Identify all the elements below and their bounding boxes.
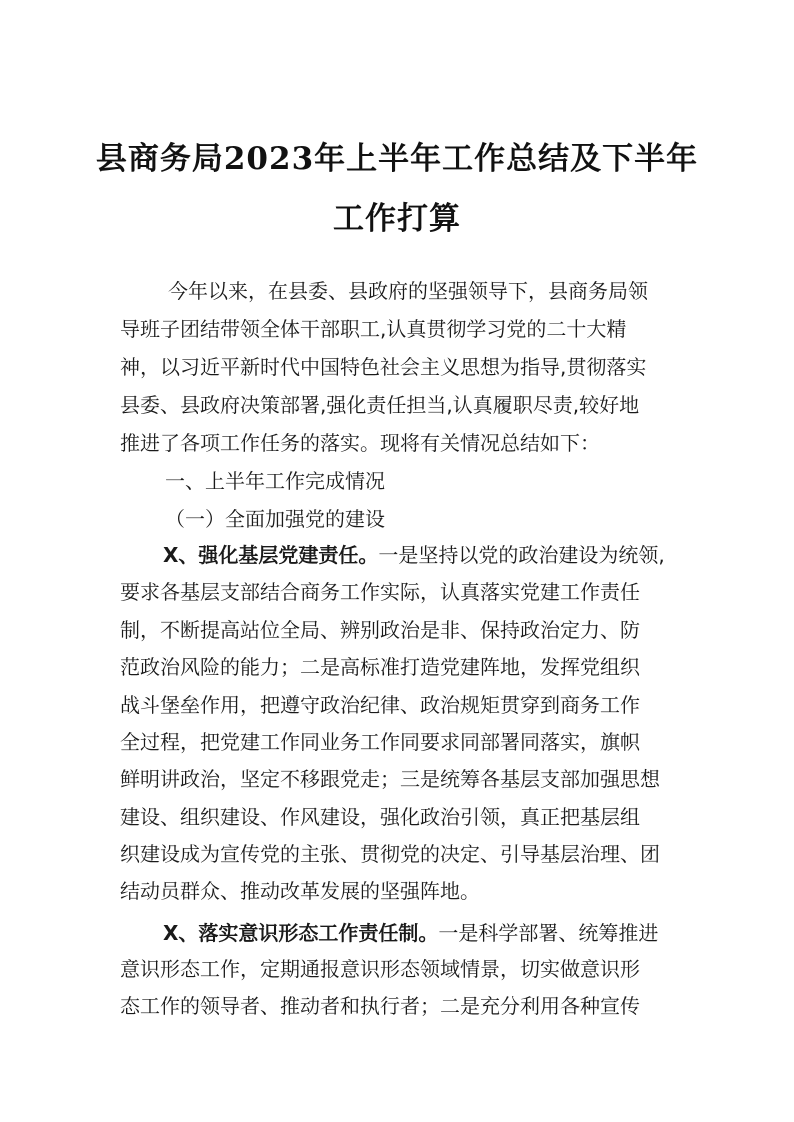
item-1-line: 战斗堡垒作用，把遵守政治纪律、政治规矩贯穿到商务工作 xyxy=(120,693,640,717)
document-title-line-1: 县商务局2023年上半年工作总结及下半年 xyxy=(95,141,699,177)
item-2-line: 态工作的领导者、推动者和执行者；二是充分利用各种宣传 xyxy=(120,994,640,1018)
item-1-line: 建设、组织建设、作风建设，强化政治引领，真正把基层组 xyxy=(120,805,640,829)
item-1-line: 制，不断提高站位全局、辨别政治是非、保持政治定力、防 xyxy=(120,618,640,642)
document-title-line-2: 工作打算 xyxy=(333,201,461,237)
item-2-first-rest: 一是科学部署、统筹推进 xyxy=(438,921,659,945)
item-1-line: 结动员群众、推动改革发展的坚强阵地。 xyxy=(120,879,480,903)
item-1-line: 全过程，把党建工作同业务工作同要求同部署同落实，旗帜 xyxy=(120,730,640,754)
intro-line: 县委、县政府决策部署,强化责任担当,认真履职尽责,较好地 xyxy=(120,393,640,417)
item-1-line: 范政治风险的能力；二是高标准打造党建阵地，发挥党组织 xyxy=(120,655,640,679)
item-2-lead: X、落实意识形态工作责任制。 xyxy=(163,921,439,945)
intro-line: 神，以习近平新时代中国特色社会主义思想为指导,贯彻落实 xyxy=(120,355,647,379)
subsection-heading: （一）全面加强党的建设 xyxy=(165,507,385,531)
item-2-first-line xyxy=(163,921,658,945)
intro-line: 推进了各项工作任务的落实。现将有关情况总结如下： xyxy=(120,431,600,455)
item-1-line: 要求各基层支部结合商务工作实际，认真落实党建工作责任 xyxy=(120,580,640,604)
item-1-first-rest: 一是坚持以党的政治建设为统领, xyxy=(378,543,665,567)
item-1-lead: X、强化基层党建责任。 xyxy=(163,543,379,567)
section-heading: 一、上半年工作完成情况 xyxy=(165,469,385,493)
item-1-line: 织建设成为宣传党的主张、贯彻党的决定、引导基层治理、团 xyxy=(120,842,660,866)
intro-line: 导班子团结带领全体干部职工,认真贯彻学习党的二十大精 xyxy=(120,317,627,341)
item-2-line: 意识形态工作，定期通报意识形态领域情景，切实做意识形 xyxy=(120,957,640,981)
item-1-first-line xyxy=(163,543,665,567)
intro-line: 今年以来，在县委、县政府的坚强领导下，县商务局领 xyxy=(168,279,648,303)
item-1-line: 鲜明讲政治，坚定不移跟党走；三是统筹各基层支部加强思想 xyxy=(120,767,660,791)
